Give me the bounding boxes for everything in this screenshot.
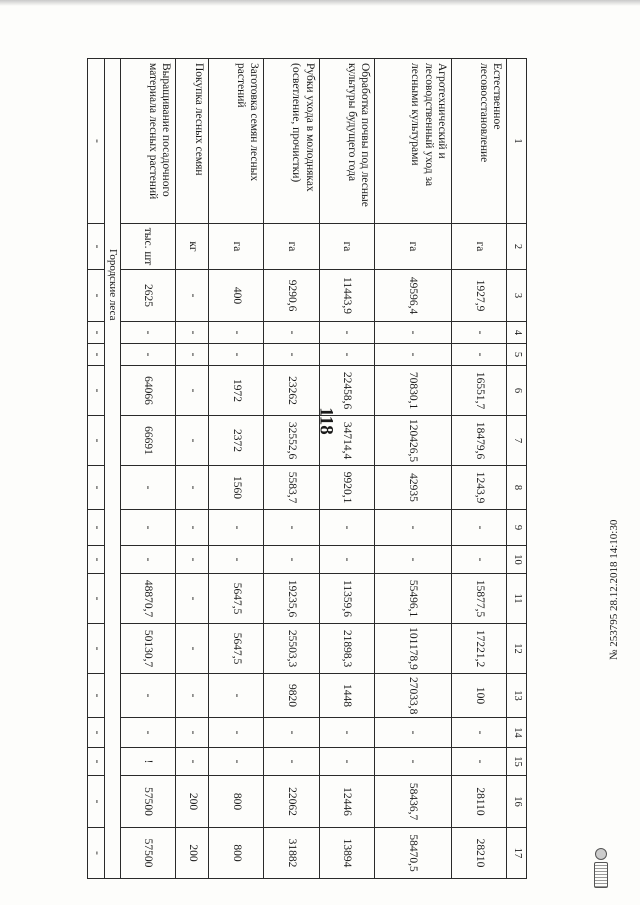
row-label: Заготовка семян лесных растений — [209, 59, 264, 224]
table-cell: - — [264, 546, 319, 574]
table-cell: - — [175, 344, 208, 366]
table-cell: ! — [120, 748, 175, 776]
table-cell: - — [88, 574, 105, 624]
table-cell: - — [319, 510, 374, 546]
table-cell: - — [88, 624, 105, 674]
table-cell: 9820 — [264, 674, 319, 718]
table-cell: 11359,6 — [319, 574, 374, 624]
table-cell: 28110 — [451, 776, 506, 828]
table-row — [451, 59, 506, 879]
table-cell: - — [120, 718, 175, 748]
table-cell: - — [88, 718, 105, 748]
row-label: Рубки ухода в молодняках (осветление, прочистки) — [264, 59, 319, 224]
table-cell: 28210 — [451, 828, 506, 879]
table-cell: - — [88, 322, 105, 344]
table-cell: 15877,5 — [451, 574, 506, 624]
row-label: Выращивание посадочного материала лесных растений — [120, 59, 175, 224]
table-cell: - — [120, 546, 175, 574]
column-number-cell: 3 — [507, 270, 527, 322]
table-cell: - — [88, 366, 105, 416]
table-cell: га — [209, 224, 264, 270]
table-cell: - — [319, 322, 374, 344]
column-number-cell: 11 — [507, 574, 527, 624]
table-cell: 9290,6 — [264, 270, 319, 322]
registration-stamp: № 253795 28.12.2018 14:10:30 — [608, 519, 620, 660]
row-label: Обработка почвы под лесные культуры будущего года — [319, 59, 374, 224]
table-cell: - — [88, 510, 105, 546]
column-number-cell: 5 — [507, 344, 527, 366]
table-row — [319, 59, 374, 879]
table-cell: га — [374, 224, 451, 270]
table-cell: - — [264, 344, 319, 366]
table-cell: 17221,2 — [451, 624, 506, 674]
table-cell: - — [88, 416, 105, 466]
table-cell: 22062 — [264, 776, 319, 828]
table-cell: - — [175, 466, 208, 510]
column-number-cell: 10 — [507, 546, 527, 574]
table-cell: 2372 — [209, 416, 264, 466]
table-cell: - — [175, 748, 208, 776]
table-row — [209, 59, 264, 879]
table-row — [120, 59, 175, 879]
column-number-cell: 16 — [507, 776, 527, 828]
column-number-row — [507, 59, 527, 879]
table-cell: 58436,7 — [374, 776, 451, 828]
table-cell: - — [209, 344, 264, 366]
table-cell: - — [451, 510, 506, 546]
table-cell: - — [451, 546, 506, 574]
table-row — [264, 59, 319, 879]
table-cell: 16551,7 — [451, 366, 506, 416]
table-cell: 5647,5 — [209, 624, 264, 674]
row-label: Агротехнический и лесоводственный уход за лесными культурами — [374, 59, 451, 224]
table-cell: 58470,5 — [374, 828, 451, 879]
table-cell: - — [120, 674, 175, 718]
table-cell: 200 — [175, 828, 208, 879]
table-cell: - — [319, 344, 374, 366]
table-cell: 19235,6 — [264, 574, 319, 624]
table-cell: - — [209, 718, 264, 748]
row-label: Естественное лесовосстановление — [451, 59, 506, 224]
table-cell: 101178,9 — [374, 624, 451, 674]
table-cell: - — [374, 322, 451, 344]
table-cell: - — [209, 322, 264, 344]
table-cell: - — [451, 718, 506, 748]
table-cell: - — [175, 546, 208, 574]
column-number-cell: 7 — [507, 416, 527, 466]
table-cell: 57500 — [120, 776, 175, 828]
table-cell: - — [88, 344, 105, 366]
table-cell: - — [175, 366, 208, 416]
table-cell: - — [319, 748, 374, 776]
table-cell: 22458,6 — [319, 366, 374, 416]
table-cell: 48870,7 — [120, 574, 175, 624]
table-cell: - — [88, 776, 105, 828]
table-cell: - — [451, 322, 506, 344]
table-cell: 800 — [209, 828, 264, 879]
table-cell: - — [120, 322, 175, 344]
table-cell: 2625 — [120, 270, 175, 322]
table-cell: - — [374, 748, 451, 776]
table-cell: 1243,9 — [451, 466, 506, 510]
table-cell: - — [88, 828, 105, 879]
table-cell: - — [175, 718, 208, 748]
table-cell: 400 — [209, 270, 264, 322]
table-cell: 66691 — [120, 416, 175, 466]
table-cell: - — [175, 624, 208, 674]
column-number-cell: 14 — [507, 718, 527, 748]
table-cell: - — [88, 270, 105, 322]
table-row — [374, 59, 451, 879]
page-number: 118 — [315, 407, 337, 435]
table-row — [175, 59, 208, 879]
table-cell: - — [209, 546, 264, 574]
table-cell: - — [175, 674, 208, 718]
table-cell: - — [374, 344, 451, 366]
table-cell: - — [88, 674, 105, 718]
table-cell: - — [374, 510, 451, 546]
table-cell: - — [88, 59, 105, 224]
column-number-cell: 12 — [507, 624, 527, 674]
table-cell: 50130,7 — [120, 624, 175, 674]
table-cell: 800 — [209, 776, 264, 828]
table-cell: 13894 — [319, 828, 374, 879]
table-cell: 64066 — [120, 366, 175, 416]
table-cell: - — [88, 748, 105, 776]
table-cell: 120426,5 — [374, 416, 451, 466]
table-cell: - — [120, 466, 175, 510]
table-cell: - — [451, 344, 506, 366]
table-cell: 18479,6 — [451, 416, 506, 466]
column-number-cell: 15 — [507, 748, 527, 776]
table-cell: - — [175, 322, 208, 344]
column-number-cell: 6 — [507, 366, 527, 416]
table-cell: кг — [175, 224, 208, 270]
table-cell: 1927,9 — [451, 270, 506, 322]
table-cell: га — [264, 224, 319, 270]
scan-edge — [0, 0, 640, 6]
table-cell: 42935 — [374, 466, 451, 510]
table-cell: 32552,6 — [264, 416, 319, 466]
table-cell: - — [88, 224, 105, 270]
table-cell: - — [209, 674, 264, 718]
table-cell: 9920,1 — [319, 466, 374, 510]
table-cell: - — [374, 546, 451, 574]
table-cell: - — [209, 748, 264, 776]
table-cell: 1448 — [319, 674, 374, 718]
table-cell: га — [319, 224, 374, 270]
table-cell: 23262 — [264, 366, 319, 416]
emblem-icon — [595, 848, 607, 860]
table-cell: - — [451, 748, 506, 776]
section-title: Городские леса — [105, 59, 121, 879]
table-cell: 49596,4 — [374, 270, 451, 322]
column-number-cell: 9 — [507, 510, 527, 546]
table-cell: 5647,5 — [209, 574, 264, 624]
table-cell: 31882 — [264, 828, 319, 879]
table-cell: - — [175, 510, 208, 546]
table-cell: га — [451, 224, 506, 270]
table-cell: - — [374, 718, 451, 748]
table-cell: 21898,3 — [319, 624, 374, 674]
table-cell: 100 — [451, 674, 506, 718]
table-cell: - — [319, 718, 374, 748]
forestry-table — [87, 58, 527, 879]
column-number-cell: 4 — [507, 322, 527, 344]
section-row-urban-forests — [105, 59, 121, 879]
table-cell: - — [88, 466, 105, 510]
table-cell: - — [120, 510, 175, 546]
barcode-stamp-icon — [594, 862, 608, 888]
table-cell: 70830,1 — [374, 366, 451, 416]
forestry-table-sheet — [87, 58, 527, 872]
table-cell: - — [175, 574, 208, 624]
table-cell: - — [120, 344, 175, 366]
table-cell: 5583,7 — [264, 466, 319, 510]
table-cell: 25503,3 — [264, 624, 319, 674]
column-number-cell: 13 — [507, 674, 527, 718]
column-number-cell: 1 — [507, 59, 527, 224]
table-cell: 27033,8 — [374, 674, 451, 718]
row-label: Покупка лесных семян — [175, 59, 208, 224]
table-cell: - — [209, 510, 264, 546]
table-cell: 200 — [175, 776, 208, 828]
column-number-cell: 17 — [507, 828, 527, 879]
column-number-cell: 2 — [507, 224, 527, 270]
table-cell: - — [319, 546, 374, 574]
table-cell: - — [175, 270, 208, 322]
table-cell: 57500 — [120, 828, 175, 879]
table-cell: - — [175, 416, 208, 466]
table-cell: 55496,1 — [374, 574, 451, 624]
table-cell: 34714,4 — [319, 416, 374, 466]
table-cell: 1560 — [209, 466, 264, 510]
table-cell: - — [264, 718, 319, 748]
table-cell: - — [264, 510, 319, 546]
table-cell: 12446 — [319, 776, 374, 828]
table-cell: тыс. шт — [120, 224, 175, 270]
table-cell: - — [264, 322, 319, 344]
section-dash-row — [88, 59, 105, 879]
table-cell: - — [264, 748, 319, 776]
column-number-cell: 8 — [507, 466, 527, 510]
table-cell: - — [88, 546, 105, 574]
table-cell: 1972 — [209, 366, 264, 416]
table-cell: 11443,9 — [319, 270, 374, 322]
